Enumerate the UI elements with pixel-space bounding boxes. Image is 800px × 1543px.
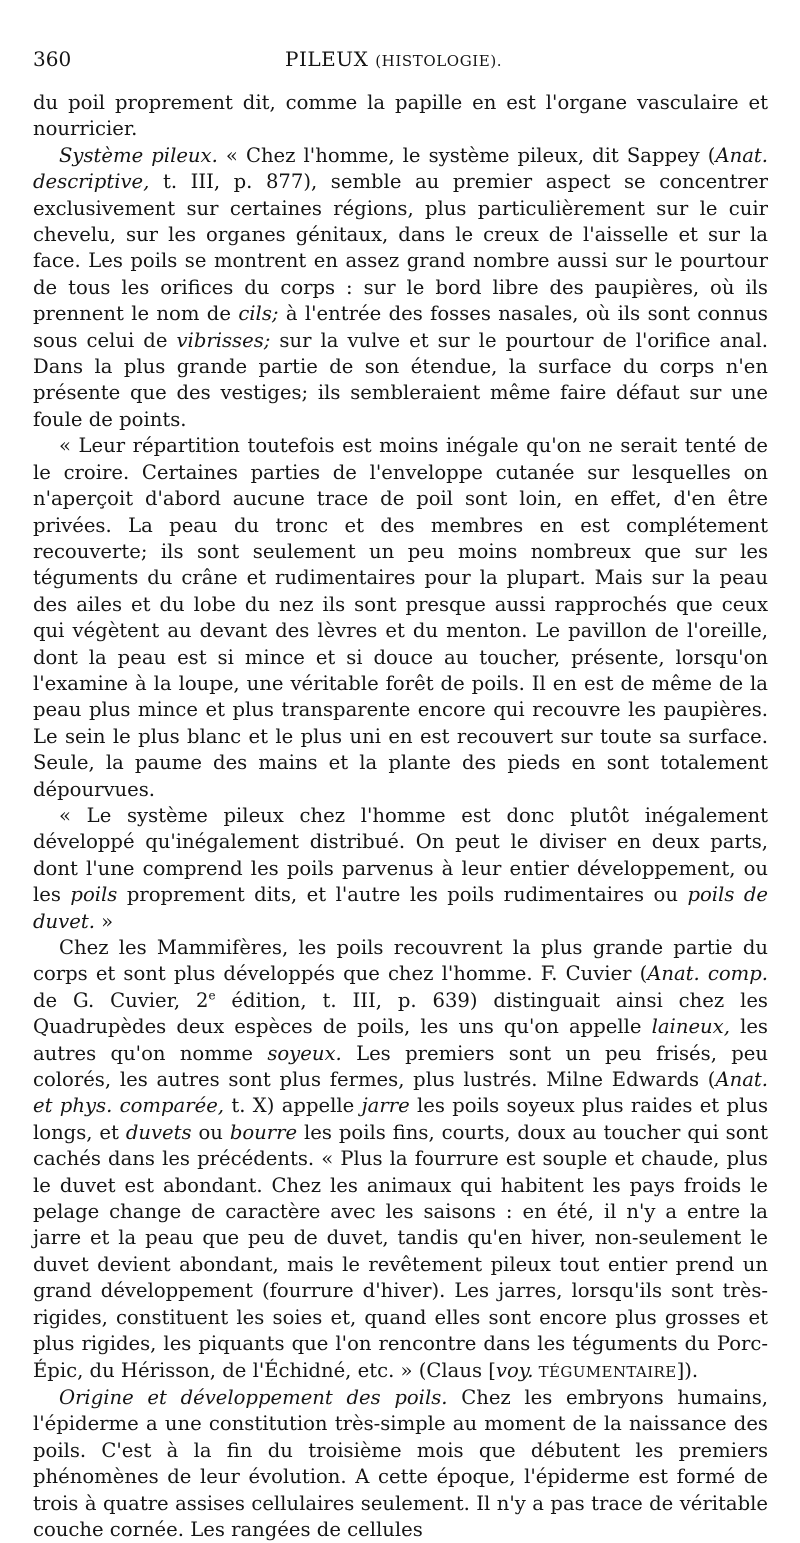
citation: Anat. descriptive, <box>33 143 768 194</box>
book-page <box>33 42 768 1543</box>
paragraph-origine: Origine et développement des poils. Chez les embryons humains, l'épiderme a une constitution très-simple au moment de la naissance des poils. C'est à la fin du troisième mois que débutent les premiers phénomènes de leur évolution. A cette époque, l'épiderme est formé de trois à quatre assises cellulaires seulement. Il n'y a pas trace de véritable couche cornée. Les rangées de cellules <box>33 1385 769 1541</box>
term: vibrisses; <box>176 328 271 352</box>
running-title <box>285 46 502 74</box>
citation: Anat. et phys. comparée, <box>33 1068 768 1118</box>
term: laineux, <box>651 1015 730 1039</box>
term: duvets <box>125 1120 192 1144</box>
section-heading: Origine et développement des poils. <box>59 1385 448 1409</box>
section-heading: Système pileux. <box>59 143 218 167</box>
paragraph-continuation: du poil proprement dit, comme la papille en est l'organe vasculaire et nourricier. <box>33 91 768 141</box>
paragraph-systeme-pileux: Système pileux. « Chez l'homme, le système pileux, dit Sappey (Anat. descriptive, t. III, p. 877), semble au premier aspect se concentrer exclusivement sur certaines régions, plus particulièrement sur le cuir chevelu, sur les organes génitaux, dans le creux de l'aisselle et sur la face. Les poils se montrent en assez grand nombre aussi sur le pourtour de tous les orifices du corps : sur le bord libre des paupières, où ils prennent le nom de cils; à l'entrée des fosses nasales, où ils sont connus sous celui de vibrisses; sur la vulve et sur le pourtour de l'orifice anal. Dans la plus grande partie de son étendue, la surface du corps n'en présente que des vestiges; ils sembleraient même faire défaut sur une foule de points. <box>33 143 768 431</box>
term: jarre <box>361 1094 410 1118</box>
cross-reference: voy. <box>495 1358 534 1382</box>
running-title-subtitle: (HISTOLOGIE). <box>375 52 503 70</box>
page-header <box>33 42 768 72</box>
page-number: 360 <box>33 47 72 71</box>
term: cils; <box>238 302 279 326</box>
term: soyeux. <box>267 1041 342 1065</box>
term: bourre <box>229 1120 298 1144</box>
cross-reference-target: TÉGUMENTAIRE <box>533 1362 677 1381</box>
paragraph-repartition: « Leur répartition toutefois est moins inégale qu'on ne serait tenté de le croire. Certaines parties de l'enveloppe cutanée sur lesquelles on n'aperçoit d'abord aucune trace de poil sont loin, en effet, d'en être privées. La peau du tronc et des membres en est complétement recouverte; ils sont seulement un peu moins nombreux que sur les téguments du crâne et rudimentaires pour la plupart. Mais sur la peau des ailes et du lobe du nez ils sont presque aussi rapprochés que ceux qui végètent au devant des lèvres et du menton. Le pavillon de l'oreille, dont la peau est si mince et si douce au toucher, présente, lorsqu'on l'examine à la loupe, une véritable forêt de poils. Il en est de même de la peau plus mince et plus transparente encore qui recouvre les paupières. Le sein le plus blanc et le plus uni en est recouvert sur toute sa surface. Seule, la paume des mains et la plante des pieds en sont totalement dépourvues. <box>33 434 768 801</box>
citation: Anat. comp. <box>647 962 769 986</box>
superscript: e <box>208 988 216 1003</box>
running-title-main: PILEUX <box>285 47 369 71</box>
paragraph-mammiferes: Chez les Mammifères, les poils recouvrent la plus grande partie du corps et sont plus développés que chez l'homme. F. Cuvier (Anat. comp. de G. Cuvier, 2e édition, t. III, p. 639) distinguait ainsi chez les Quadrupèdes deux espèces de poils, les uns qu'on appelle laineux, les autres qu'on nomme soyeux. Les premiers sont un peu frisés, peu colorés, les autres sont plus fermes, plus lustrés. Milne Edwards (Anat. et phys. comparée, t. X) appelle jarre les poils soyeux plus raides et plus longs, et duvets ou bourre les poils fins, courts, doux au toucher qui sont cachés dans les précédents. « Plus la fourrure est souple et chaude, plus le duvet est abondant. Chez les animaux qui habitent les pays froids le pelage change de caractère avec les saisons : en été, il n'y a entre la jarre et la peau que peu de duvet, tandis qu'en hiver, non-seulement le duvet devient abondant, mais le revêtement pileux tout entier prend un grand développement (fourrure d'hiver). Les jarres, lorsqu'ils sont très-rigides, constituent les soies et, quand elles sont encore plus grosses et plus rigides, les piquants que l'on rencontre dans les téguments du Porc-Épic, du Hérisson, de l'Échidné, etc. » (Claus [voy. TÉGUMENTAIRE]). <box>33 936 769 1382</box>
term: poils de duvet. <box>33 883 768 933</box>
term: poils <box>70 883 118 907</box>
paragraph-inegalement: « Le système pileux chez l'homme est donc plutôt inégalement développé qu'inégalement distribué. On peut le diviser en deux parts, dont l'une comprend les poils parvenus à leur entier développement, ou les poils proprement dits, et l'autre les poils rudimentaires ou poils de duvet. » <box>33 803 768 933</box>
